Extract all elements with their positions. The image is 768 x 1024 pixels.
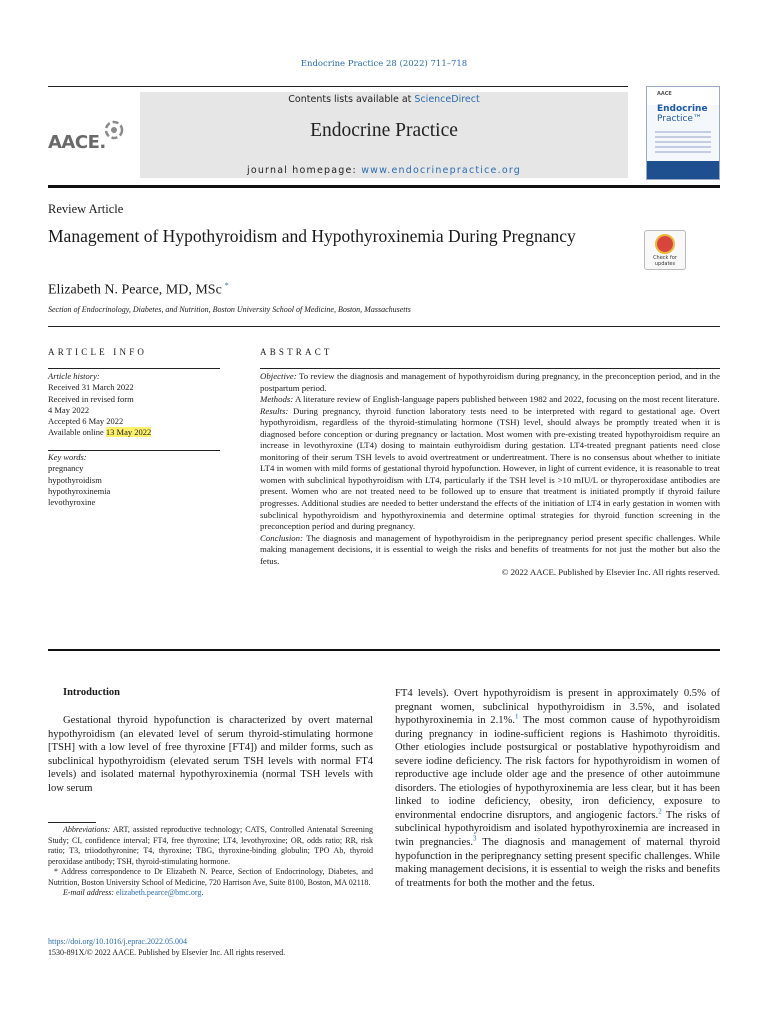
check-for-updates-button[interactable] [644,230,686,270]
abbreviations-footnote [48,825,373,867]
keyword: levothyroxine [48,497,96,508]
reference-link-3[interactable]: 3 [472,834,477,843]
conclusion-text: The diagnosis and management of hypothyroidism in the peripregnancy period present specific challenges. While making management decisions, it is essential to weigh the risks and benefits of treatments for not just the mother but also the fetus. [260,532,720,566]
correspondence-mark[interactable]: * [224,281,229,290]
abstract-end-rule [48,649,720,651]
journal-name: Endocrine Practice [310,120,458,141]
reference-link-1[interactable]: 1 [515,712,519,721]
aace-logo [48,120,132,154]
keyword: hypothyroxinemia [48,485,111,496]
body-column-left [48,714,373,795]
keywords-rule [48,450,220,451]
doi-link[interactable]: https://doi.org/10.1016/j.eprac.2022.05.004 [48,937,187,946]
contents-prefix: Contents lists available at [288,94,415,105]
homepage-prefix: journal homepage: [246,165,362,176]
history-label: Article history: [48,371,100,381]
title-rule [48,326,720,327]
article-info-heading: ARTICLE INFO [48,347,148,357]
history-accepted: Accepted 6 May 2022 [48,416,124,427]
check-updates-label: Check for updates [653,255,677,267]
correspondence-footnote: * Address correspondence to Dr Elizabeth N. Pearce, Section of Endocrinology, Diabetes, and Nutrition, Boston University School of Medicine, 720 Harrison Ave, Suite 8100, Boston, MA 02118. [48,867,373,887]
journal-citation[interactable]: Endocrine Practice 28 (2022) 711–718 [300,59,468,69]
article-history [48,371,220,439]
abbreviations-text: ART, assisted reproductive technology; CATS, Controlled Antenatal Screening Study; CI, confidence interval; FT4, free thyroxine; LT4, levothyroxine; OR, odds ratio; RR, risk ratio; T3, triiodothyronine; T4, thyroxine; TBG, thyroxine-binding globulin; TPO Ab, thyroid peroxidase antibody; TSH, thyroid-stimulating hormone. [48,825,373,866]
online-prefix: Available online [48,427,106,438]
objective-text: To review the diagnosis and management of hypothyroidism during pregnancy, in the preconception period, and in the postpartum period. [260,371,720,393]
objective-label: Objective: [260,371,297,381]
conclusion-label: Conclusion: [260,532,304,543]
keyword: hypothyroidism [48,474,102,485]
keywords-label: Key words: [48,452,87,462]
body-text: FT4 levels). Overt hypothyroidism is present in approximately 0.5% of pregnant women, subclinical hypothyroidism in 3.5%, and isolated hypothyroxinemia in 2.1%. [395,688,720,727]
email-end: . [201,888,204,897]
abstract-copyright: © 2022 AACE. Published by Elsevier Inc. All rights reserved. [501,567,720,578]
history-online [48,427,220,438]
history-revised-1: Received in revised form [48,393,134,404]
author-affiliation: Section of Endocrinology, Diabetes, and Nutrition, Boston University School of Medicine, Boston, Massachusetts [48,305,411,314]
abstract-results [260,406,720,533]
aace-logo-text: AACE. [48,132,106,153]
methods-label: Methods: [260,394,294,405]
results-label: Results: [260,405,289,416]
email-link[interactable]: elizabeth.pearce@bmc.org [116,888,202,897]
introduction-heading: Introduction [63,687,120,698]
online-date-highlight: 13 May 2022 [105,427,152,438]
header-top-rule [48,86,628,87]
results-text: During pregnancy, thyroid function laboratory tests need to be interpreted with regard to gestational age. Overt hypothyroidism, regardless of the thyroid-stimulating hormone (TSH) level, should always be promptly treated when it is diagnosed before conception or during pregnancy or lactation. Most women with pre-existing treated hypothyroidism require an increase in levothyroxine (LT4) dosing to maintain euthyroidism during gestation. LT4-treated pregnant patients need close monitoring of their serum TSH levels to avoid overtreatment or undertreatment. There is no consensus about whether to initiate LT4 in women with mild forms of gestational thyroid hypofunction. However, in light of current evidence, it is reasonable to treat women with subclinical hypothyroidism with LT4, particularly if the TSH level is >10 mIU/L or thyroperoxidase antibodies are present. Women who are not treated need to be followed up to ensure that treatment is initiated promptly if thyroid failure progresses. Additional studies are needed to better understand the effects of the initiation of LT4 in early gestation in women with subclinical hypothyroidism and hypothyroxinemia and determine optimal strategies for thyroid function screening in the preconception period and during pregnancy. [260,405,720,532]
journal-cover-thumbnail[interactable] [646,86,720,180]
body-text: The risks of subclinical hypothyroidism and isolated hypothyroxinemia are increased in twin pregnancies. [395,809,721,849]
keywords [48,452,220,508]
abstract-heading: ABSTRACT [260,347,333,357]
body-text: The diagnosis and management of maternal thyroid hypofunction in the peripregnancy setting present specific challenges. While making management decisions, it is essential to weigh the risks and benefits of treatments for both the mother and the fetus. [395,837,720,889]
check-updates-icon [655,234,675,254]
article-type: Review Article [48,202,124,216]
header-thick-rule [48,185,720,188]
body-column-right [395,687,720,890]
homepage-link[interactable]: www.endocrinepractice.org [361,165,522,176]
footnotes [48,825,373,899]
cover-decoration [655,131,711,156]
intro-paragraph-1: Gestational thyroid hypofunction is characterized by overt maternal hypothyroidism (an elevated level of serum thyroid-stimulating hormone [TSH] with a low level of free thyroxine [FT4]) and milder forms, such as subclinical hypothyroidism (elevated serum TSH levels with normal FT4 levels) and isolated maternal hypothyroxinemia (normal TSH levels with low serum [48,715,373,794]
email-footnote [48,888,373,899]
article-title: Management of Hypothyroidism and Hypothyroxinemia During Pregnancy [48,226,576,246]
keyword: pregnancy [48,463,84,474]
methods-text: A literature review of English-language papers published between 1982 and 2022, focusing on the most recent literature. [293,394,720,405]
history-revised-2: 4 May 2022 [48,404,90,415]
aace-swirl-icon [104,120,124,140]
cover-title-line-2: Practice™ [657,114,702,124]
cover-bottom-band [647,161,719,179]
author-line [48,281,229,299]
journal-homepage [140,165,628,176]
history-received: Received 31 March 2022 [48,382,134,393]
footnote-rule [48,822,96,823]
abstract-body [260,371,720,579]
contents-availability [140,94,628,105]
email-label: E-mail address: [63,888,115,897]
author-name: Elizabeth N. Pearce, MD, MSc [48,282,222,298]
cover-publisher: AACE [657,91,672,97]
intro-paragraph-1-continued [395,687,720,890]
abbreviations-label: Abbreviations: [63,825,111,834]
abstract-rule [260,368,720,369]
cover-title-line-1: Endocrine [657,104,708,114]
article-info-rule [48,368,220,369]
abstract-methods [260,394,720,406]
abstract-conclusion [260,533,720,568]
sciencedirect-link[interactable]: ScienceDirect [414,94,480,105]
issn-copyright: 1530-891X/© 2022 AACE. Published by Elsevier Inc. All rights reserved. [48,948,286,957]
abstract-objective [260,371,720,394]
reference-link-2[interactable]: 2 [658,807,662,816]
body-text: The most common cause of hypothyroidism during pregnancy in iodine-sufficient regions is Hashimoto thyroiditis. Other etiologies include postsurgical or postablative hypothyroidism and severe iodine deficiency. The risk factors for hypothyroidism in women of reproductive age include older age and the presence of other autoimmune disorders. The etiologies of hypothyroxinemia are less clear, but it has been linked to iodine deficiency, obesity, iron deficiency, exposure to environmental endocrine disruptors, and angiogenic factors. [395,715,720,821]
